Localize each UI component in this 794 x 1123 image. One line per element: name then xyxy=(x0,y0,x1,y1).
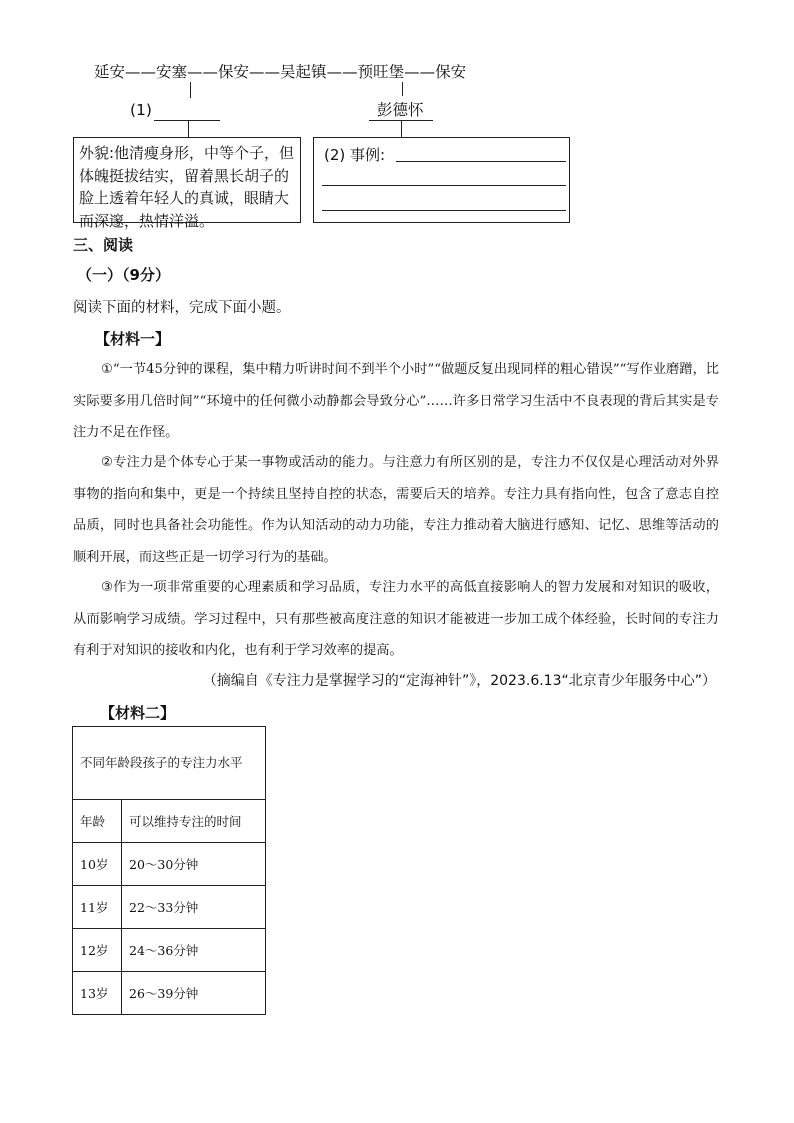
material1-source: （摘编自《专注力是掌握学习的“定海神针”》，2023.6.13“北京青少年服务中心”） xyxy=(202,673,716,689)
table-cell-duration: 26～39分钟 xyxy=(122,972,266,1015)
route-branch-line-2 xyxy=(402,82,403,96)
table-row xyxy=(73,886,266,929)
route-connector: —— xyxy=(125,63,157,81)
table-header-age: 年龄 xyxy=(73,800,122,843)
route-stop: 延安 xyxy=(94,63,126,81)
route-stop: 保安 xyxy=(435,63,467,81)
route-branch-line-1 xyxy=(190,82,191,98)
blank-1-underline xyxy=(154,120,220,121)
table-cell-duration: 22～33分钟 xyxy=(122,886,266,929)
paragraph-number: ① xyxy=(101,362,113,377)
table-cell-age: 12岁 xyxy=(73,929,122,972)
box-left-connector xyxy=(188,120,189,137)
blank-1-label: (1) xyxy=(130,101,152,119)
section-subtitle: （一）（9分） xyxy=(77,266,170,284)
example-label: (2) 事例: xyxy=(324,146,386,164)
table-header-row xyxy=(73,800,266,843)
table-row xyxy=(73,843,266,886)
route-line xyxy=(94,60,466,82)
paragraph-number: ② xyxy=(101,455,114,470)
material2-title: 【材料二】 xyxy=(100,704,176,722)
route-stop: 吴起镇 xyxy=(280,63,327,81)
route-connector: —— xyxy=(249,63,281,81)
appearance-box xyxy=(73,137,301,230)
box-right-connector xyxy=(401,120,402,137)
paragraph-number: ③ xyxy=(101,580,114,595)
section-instruction: 阅读下面的材料，完成下面小题。 xyxy=(73,300,291,316)
paragraph-text: “一节45分钟的课程，集中精力听讲时间不到半个小时”“做题反复出现同样的粗心错误”“写作业磨蹭，比实际要多用几倍时间”“环境中的任何微小动静都会导致分心”……许多日常学习生活中不良表现的背后其实是专注力不足在作怪。 xyxy=(73,362,719,440)
table-caption: 不同年龄段孩子的专注力水平 xyxy=(73,727,266,800)
material1-title: 【材料一】 xyxy=(95,330,171,348)
table-cell-age: 10岁 xyxy=(73,843,122,886)
example-blank-line-2 xyxy=(322,185,566,186)
example-blank-line-1 xyxy=(396,161,566,162)
material1-paragraph-3 xyxy=(73,572,719,667)
table-cell-duration: 20～30分钟 xyxy=(122,843,266,886)
route-stop: 预旺堡 xyxy=(357,63,405,81)
example-box xyxy=(313,137,570,223)
table-header-duration: 可以维持专注的时间 xyxy=(122,800,266,843)
material1-paragraph-2 xyxy=(73,447,719,573)
table-cell-age: 11岁 xyxy=(73,886,122,929)
table-cell-age: 13岁 xyxy=(73,972,122,1015)
appearance-text: 外貌:他清瘦身形，中等个子，但体魄挺拔结实，留着黑长胡子的脸上透着年轻人的真诚，眼睛大而深邃，热情洋溢。 xyxy=(79,144,295,230)
route-stop: 安塞 xyxy=(156,63,188,81)
route-stop: 保安 xyxy=(218,63,250,81)
table-row xyxy=(73,972,266,1015)
example-blank-line-3 xyxy=(322,210,566,211)
table-cell-duration: 24～36分钟 xyxy=(122,929,266,972)
paragraph-text: 专注力是个体专心于某一事物或活动的能力。与注意力有所区别的是，专注力不仅仅是心理活动对外界事物的指向和集中，更是一个持续且坚持自控的状态，需要后天的培养。专注力具有指向性，包含了意志自控品质，同时也具备社会功能性。作为认知活动的动力功能，专注力推动着大脑进行感知、记忆、思维等活动的顺利开展，而这些正是一切学习行为的基础。 xyxy=(73,455,719,565)
table-caption-row xyxy=(73,727,266,800)
route-connector: —— xyxy=(404,63,436,81)
route-connector: —— xyxy=(326,63,358,81)
route-connector: —— xyxy=(187,63,219,81)
section-title: 三、阅读 xyxy=(73,236,134,254)
table-row xyxy=(73,929,266,972)
paragraph-text: 作为一项非常重要的心理素质和学习品质，专注力水平的高低直接影响人的智力发展和对知识的吸收，从而影响学习成绩。学习过程中，只有那些被高度注意的知识才能被进一步加工成个体经验，长时间的专注力有利于对知识的接收和内化，也有利于学习效率的提高。 xyxy=(73,580,719,658)
person-label: 彭德怀 xyxy=(377,101,424,119)
material1-paragraph-1 xyxy=(73,354,719,449)
focus-table xyxy=(72,726,266,1015)
